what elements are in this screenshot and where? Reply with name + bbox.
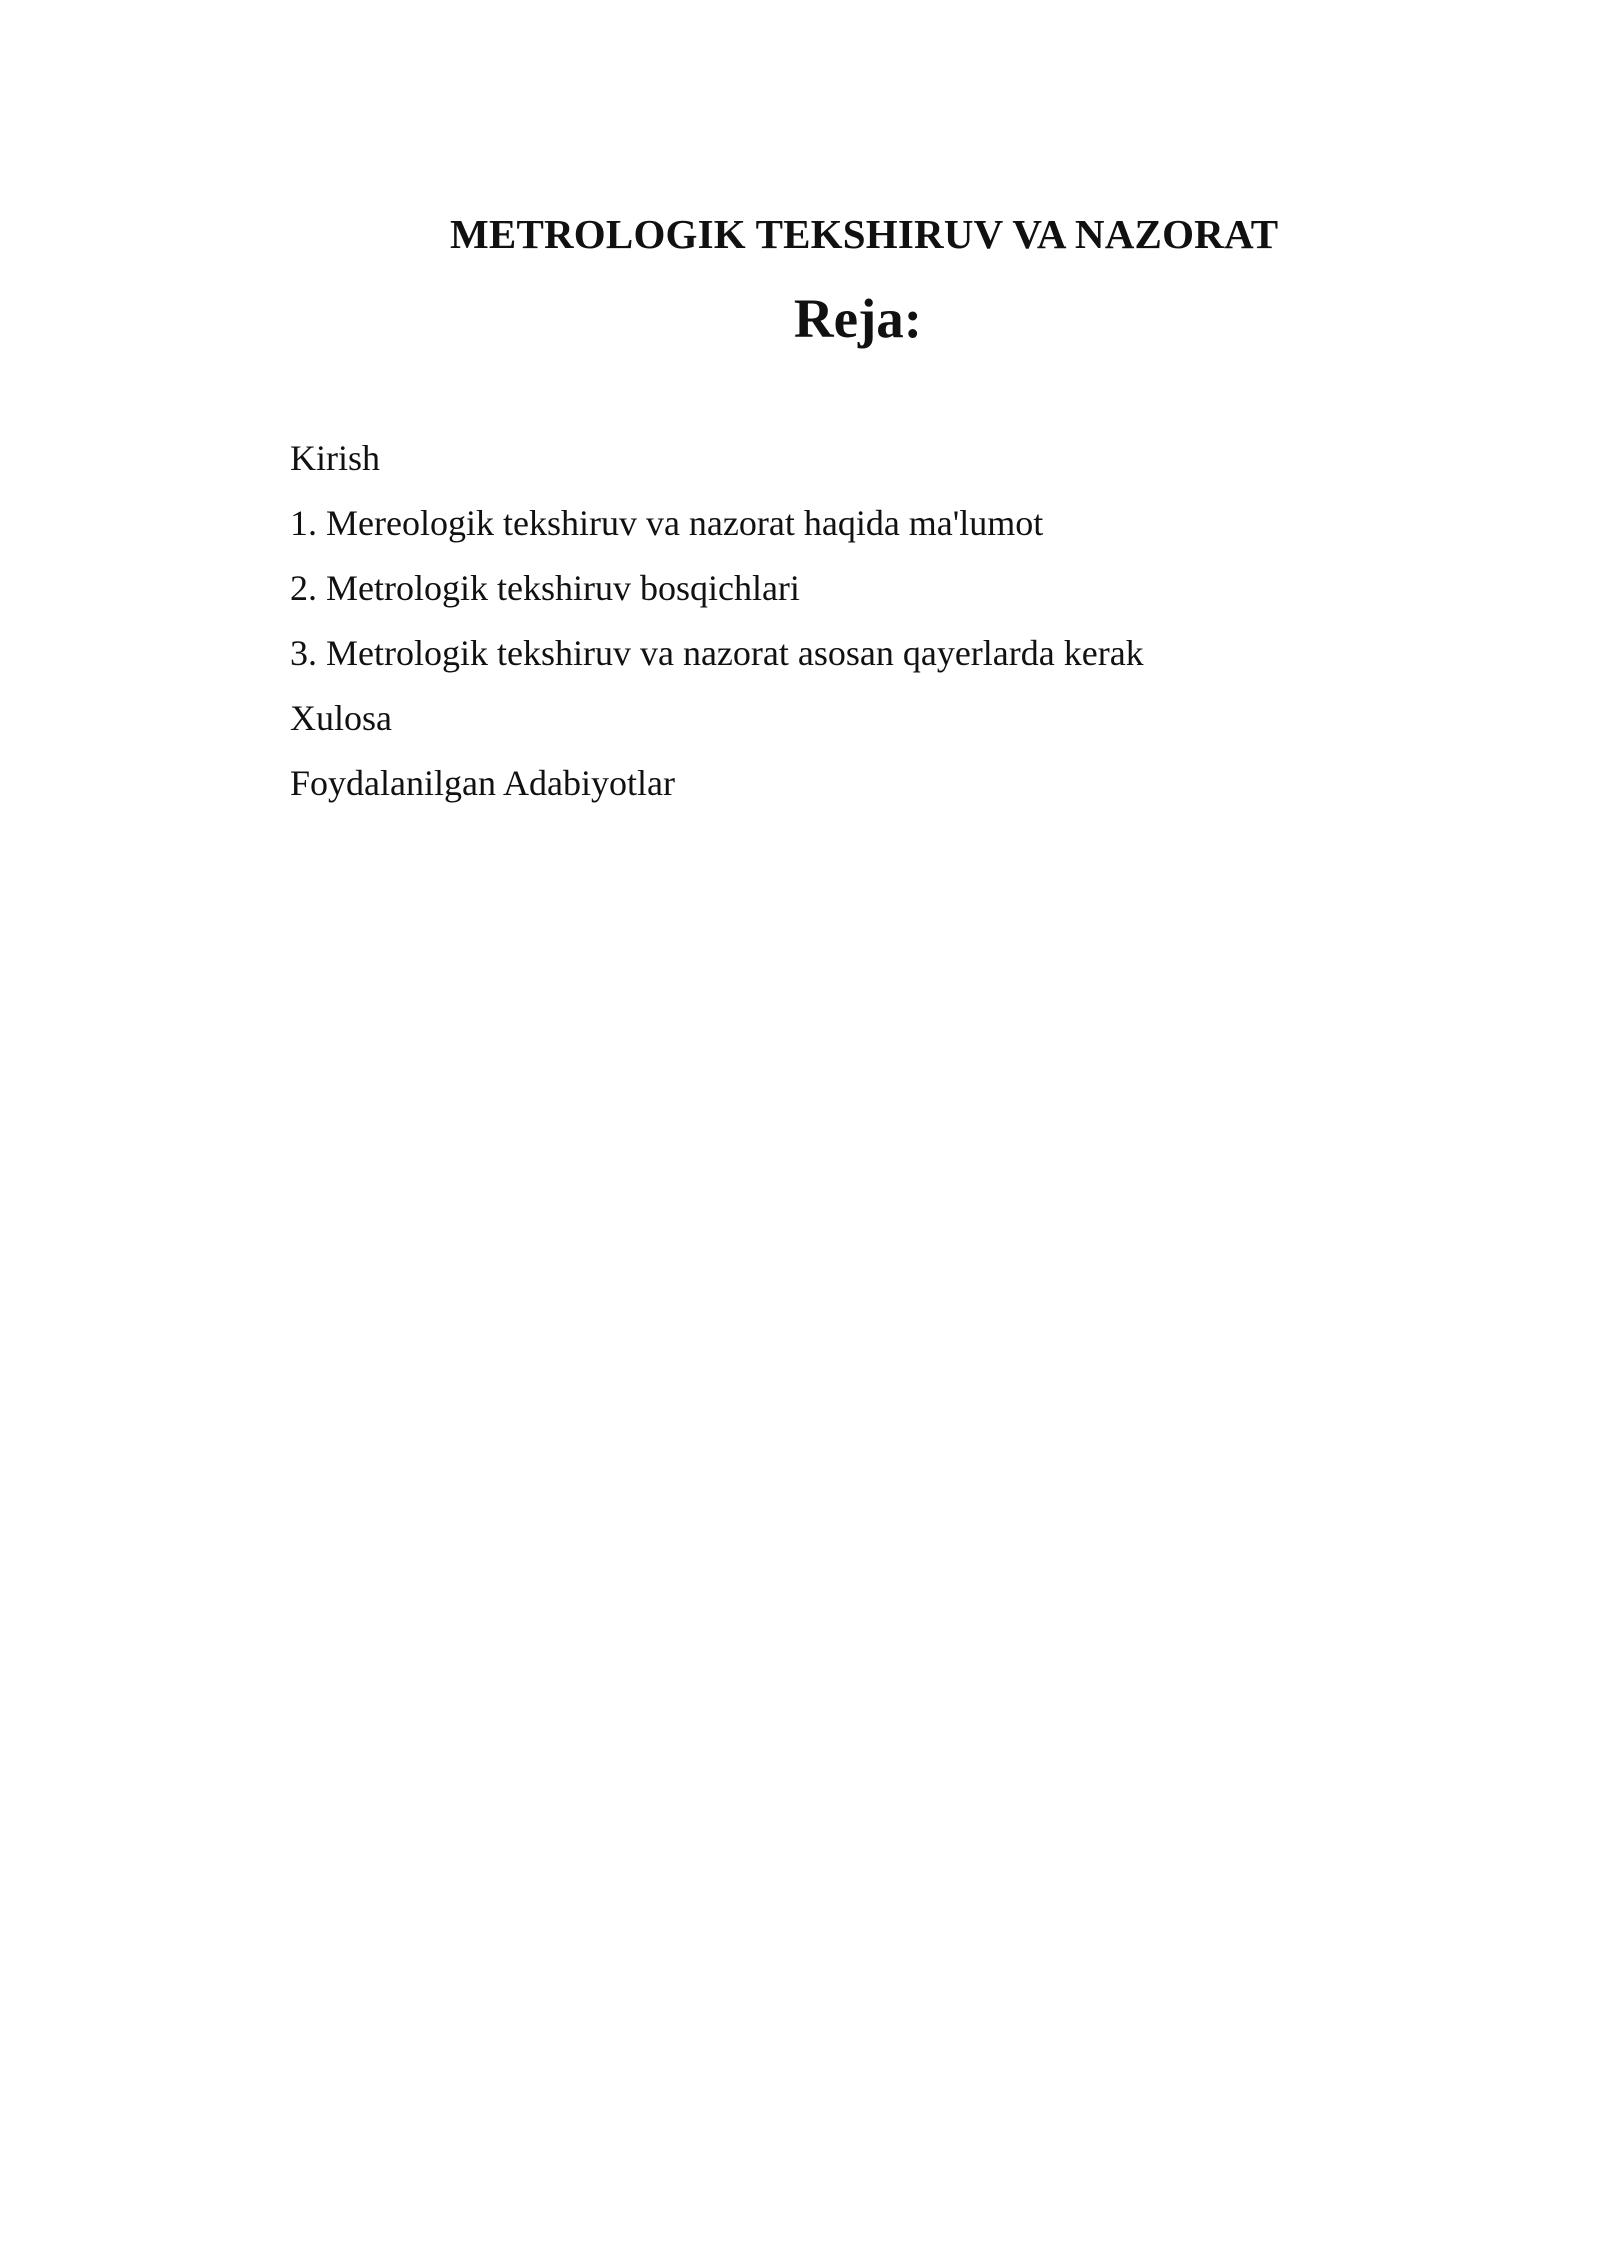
- toc-item-3: 3. Metrologik tekshiruv va nazorat asosan qayerlarda kerak: [290, 633, 1144, 673]
- document-title: METROLOGIK TEKSHIRUV VA NAZORAT: [450, 211, 1279, 257]
- toc-item-conclusion: Xulosa: [290, 698, 392, 738]
- toc-item-1: 1. Mereologik tekshiruv va nazorat haqida ma'lumot: [290, 503, 1044, 543]
- table-of-contents: [290, 426, 1390, 816]
- toc-item-references: Foydalanilgan Adabiyotlar: [290, 763, 675, 803]
- toc-item-2: 2. Metrologik tekshiruv bosqichlari: [290, 568, 800, 608]
- toc-item-introduction: Kirish: [290, 438, 380, 478]
- plan-heading: Reja:: [793, 288, 923, 349]
